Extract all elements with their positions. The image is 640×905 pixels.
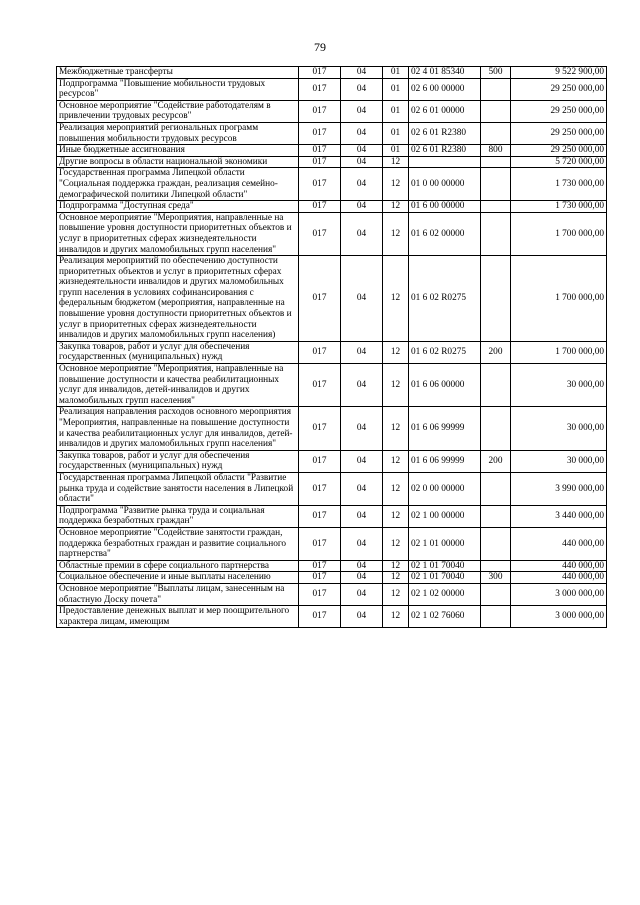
- table-row: [57, 256, 607, 342]
- row-code-cell: 017: [299, 560, 341, 572]
- row-name-cell: Государственная программа Липецкой области "Развитие рынка труда и содействие занятости населения в Липецкой области": [57, 472, 299, 505]
- row-expense-type-cell: [481, 364, 511, 407]
- row-subsection-cell: 01: [383, 100, 409, 122]
- row-target-cell: 01 6 06 99999: [409, 407, 481, 450]
- row-subsection-cell: 12: [383, 341, 409, 363]
- row-amount-cell: 440 000,00: [511, 560, 607, 572]
- table-body: [57, 67, 607, 628]
- table-row: [57, 364, 607, 407]
- table-row: [57, 472, 607, 505]
- table-row: [57, 407, 607, 450]
- row-name-cell: Реализация мероприятий по обеспечению доступности приоритетных объектов и услуг в приоритетных сферах жизнедеятельности инвалидов и других маломобильных групп населения в условиях софинансирования с федеральным бюджетом (мероприятия, направленные на повышение уровня доступности приоритетных объектов и услуг в приоритетных сферах жизнедеятельности инвалидов и других маломобильных групп населения): [57, 256, 299, 342]
- row-expense-type-cell: [481, 527, 511, 560]
- row-section-cell: 04: [341, 256, 383, 342]
- row-amount-cell: 30 000,00: [511, 364, 607, 407]
- row-code-cell: 017: [299, 156, 341, 168]
- row-name-cell: Областные премии в сфере социального партнерства: [57, 560, 299, 572]
- row-expense-type-cell: 500: [481, 67, 511, 79]
- row-amount-cell: 3 440 000,00: [511, 505, 607, 527]
- row-amount-cell: 440 000,00: [511, 572, 607, 584]
- row-expense-type-cell: [481, 583, 511, 605]
- row-name-cell: Подпрограмма "Доступная среда": [57, 201, 299, 213]
- row-subsection-cell: 12: [383, 606, 409, 628]
- row-target-cell: 01 6 06 99999: [409, 450, 481, 472]
- row-subsection-cell: 12: [383, 168, 409, 201]
- row-section-cell: 04: [341, 67, 383, 79]
- row-name-cell: Межбюджетные трансферты: [57, 67, 299, 79]
- row-subsection-cell: 12: [383, 364, 409, 407]
- row-name-cell: Предоставление денежных выплат и мер поощрительного характера лицам, имеющим: [57, 606, 299, 628]
- row-section-cell: 04: [341, 341, 383, 363]
- row-section-cell: 04: [341, 560, 383, 572]
- table-row: [57, 145, 607, 157]
- row-target-cell: 02 6 00 00000: [409, 78, 481, 100]
- row-target-cell: 02 6 01 00000: [409, 100, 481, 122]
- row-name-cell: Подпрограмма "Развитие рынка труда и социальная поддержка безработных граждан": [57, 505, 299, 527]
- row-expense-type-cell: [481, 505, 511, 527]
- row-target-cell: 02 6 01 R2380: [409, 145, 481, 157]
- row-amount-cell: 9 522 900,00: [511, 67, 607, 79]
- row-subsection-cell: 01: [383, 145, 409, 157]
- row-name-cell: Основное мероприятие "Содействие работодателям в привлечении трудовых ресурсов": [57, 100, 299, 122]
- row-target-cell: 02 6 01 R2380: [409, 122, 481, 144]
- row-amount-cell: 29 250 000,00: [511, 100, 607, 122]
- table-row: [57, 100, 607, 122]
- row-expense-type-cell: [481, 606, 511, 628]
- row-code-cell: 017: [299, 201, 341, 213]
- table-row: [57, 122, 607, 144]
- table-row: [57, 168, 607, 201]
- row-section-cell: 04: [341, 212, 383, 255]
- row-expense-type-cell: 300: [481, 572, 511, 584]
- row-section-cell: 04: [341, 407, 383, 450]
- row-code-cell: 017: [299, 100, 341, 122]
- row-expense-type-cell: [481, 100, 511, 122]
- table-row: [57, 505, 607, 527]
- table-row: [57, 156, 607, 168]
- row-amount-cell: 30 000,00: [511, 407, 607, 450]
- row-code-cell: 017: [299, 407, 341, 450]
- row-expense-type-cell: 800: [481, 145, 511, 157]
- row-amount-cell: 440 000,00: [511, 527, 607, 560]
- row-name-cell: Реализация направления расходов основного мероприятия "Мероприятия, направленные на повышение доступности и качества реабилитационных услуг для инвалидов, детей-инвалидов и других маломобильных групп населения": [57, 407, 299, 450]
- row-target-cell: 01 6 02 00000: [409, 212, 481, 255]
- row-section-cell: 04: [341, 122, 383, 144]
- row-amount-cell: 1 730 000,00: [511, 168, 607, 201]
- row-amount-cell: 29 250 000,00: [511, 122, 607, 144]
- row-code-cell: 017: [299, 583, 341, 605]
- table-row: [57, 201, 607, 213]
- row-target-cell: 02 1 01 70040: [409, 560, 481, 572]
- row-subsection-cell: 12: [383, 156, 409, 168]
- row-expense-type-cell: [481, 78, 511, 100]
- row-code-cell: 017: [299, 472, 341, 505]
- row-section-cell: 04: [341, 606, 383, 628]
- row-code-cell: 017: [299, 527, 341, 560]
- table-row: [57, 583, 607, 605]
- row-code-cell: 017: [299, 505, 341, 527]
- row-target-cell: [409, 156, 481, 168]
- row-name-cell: Закупка товаров, работ и услуг для обеспечения государственных (муниципальных) нужд: [57, 341, 299, 363]
- row-section-cell: 04: [341, 572, 383, 584]
- row-target-cell: 02 1 02 00000: [409, 583, 481, 605]
- row-subsection-cell: 12: [383, 201, 409, 213]
- row-target-cell: 01 6 02 R0275: [409, 341, 481, 363]
- row-expense-type-cell: [481, 201, 511, 213]
- row-target-cell: 02 0 00 00000: [409, 472, 481, 505]
- row-code-cell: 017: [299, 256, 341, 342]
- row-subsection-cell: 12: [383, 527, 409, 560]
- table-row: [57, 78, 607, 100]
- row-subsection-cell: 12: [383, 407, 409, 450]
- row-section-cell: 04: [341, 583, 383, 605]
- row-expense-type-cell: [481, 472, 511, 505]
- row-amount-cell: 3 000 000,00: [511, 583, 607, 605]
- row-amount-cell: 3 000 000,00: [511, 606, 607, 628]
- row-code-cell: 017: [299, 212, 341, 255]
- table-row: [57, 341, 607, 363]
- row-target-cell: 02 1 01 00000: [409, 527, 481, 560]
- row-amount-cell: 29 250 000,00: [511, 78, 607, 100]
- row-name-cell: Другие вопросы в области национальной экономики: [57, 156, 299, 168]
- row-expense-type-cell: [481, 156, 511, 168]
- row-section-cell: 04: [341, 145, 383, 157]
- row-expense-type-cell: [481, 122, 511, 144]
- row-name-cell: Подпрограмма "Повышение мобильности трудовых ресурсов": [57, 78, 299, 100]
- table-row: [57, 67, 607, 79]
- row-amount-cell: 1 700 000,00: [511, 256, 607, 342]
- table-row: [57, 606, 607, 628]
- row-section-cell: 04: [341, 364, 383, 407]
- row-expense-type-cell: [481, 168, 511, 201]
- table-row: [57, 450, 607, 472]
- row-amount-cell: 1 700 000,00: [511, 341, 607, 363]
- row-name-cell: Иные бюджетные ассигнования: [57, 145, 299, 157]
- row-expense-type-cell: [481, 256, 511, 342]
- row-target-cell: 02 1 00 00000: [409, 505, 481, 527]
- row-code-cell: 017: [299, 168, 341, 201]
- row-amount-cell: 1 730 000,00: [511, 201, 607, 213]
- row-amount-cell: 30 000,00: [511, 450, 607, 472]
- row-subsection-cell: 12: [383, 583, 409, 605]
- row-subsection-cell: 01: [383, 78, 409, 100]
- row-section-cell: 04: [341, 472, 383, 505]
- row-section-cell: 04: [341, 201, 383, 213]
- row-expense-type-cell: [481, 407, 511, 450]
- row-expense-type-cell: 200: [481, 341, 511, 363]
- row-target-cell: 02 1 02 76060: [409, 606, 481, 628]
- row-amount-cell: 5 720 000,00: [511, 156, 607, 168]
- row-subsection-cell: 12: [383, 572, 409, 584]
- row-section-cell: 04: [341, 505, 383, 527]
- row-amount-cell: 1 700 000,00: [511, 212, 607, 255]
- row-subsection-cell: 12: [383, 450, 409, 472]
- table-row: [57, 527, 607, 560]
- row-subsection-cell: 12: [383, 212, 409, 255]
- row-name-cell: Государственная программа Липецкой области "Социальная поддержка граждан, реализация семейно-демографической политики Липецкой области": [57, 168, 299, 201]
- row-section-cell: 04: [341, 156, 383, 168]
- row-target-cell: 01 6 06 00000: [409, 364, 481, 407]
- row-section-cell: 04: [341, 450, 383, 472]
- table-row: [57, 212, 607, 255]
- table-row: [57, 560, 607, 572]
- row-name-cell: Основное мероприятие "Мероприятия, направленные на повышение доступности и качества реабилитационных услуг для инвалидов, детей-инвалидов и других маломобильных групп населения": [57, 364, 299, 407]
- row-expense-type-cell: [481, 560, 511, 572]
- row-section-cell: 04: [341, 100, 383, 122]
- row-subsection-cell: 01: [383, 122, 409, 144]
- row-code-cell: 017: [299, 145, 341, 157]
- row-subsection-cell: 12: [383, 472, 409, 505]
- row-subsection-cell: 12: [383, 256, 409, 342]
- row-section-cell: 04: [341, 527, 383, 560]
- row-code-cell: 017: [299, 364, 341, 407]
- row-expense-type-cell: 200: [481, 450, 511, 472]
- row-target-cell: 02 1 01 70040: [409, 572, 481, 584]
- row-name-cell: Основное мероприятие "Содействие занятости граждан, поддержка безработных граждан и развитие социального партнерства": [57, 527, 299, 560]
- row-expense-type-cell: [481, 212, 511, 255]
- row-target-cell: 01 6 00 00000: [409, 201, 481, 213]
- row-code-cell: 017: [299, 606, 341, 628]
- row-code-cell: 017: [299, 122, 341, 144]
- table-row: [57, 572, 607, 584]
- row-subsection-cell: 01: [383, 67, 409, 79]
- row-name-cell: Реализация мероприятий региональных программ повышения мобильности трудовых ресурсов: [57, 122, 299, 144]
- row-target-cell: 01 0 00 00000: [409, 168, 481, 201]
- row-code-cell: 017: [299, 450, 341, 472]
- budget-table: [56, 66, 607, 628]
- page-number: 79: [314, 40, 326, 54]
- row-code-cell: 017: [299, 341, 341, 363]
- row-target-cell: 01 6 02 R0275: [409, 256, 481, 342]
- row-name-cell: Основное мероприятие "Мероприятия, направленные на повышение уровня доступности приоритетных объектов и услуг в приоритетных сферах жизнедеятельности инвалидов и других маломобильных групп населения": [57, 212, 299, 255]
- row-name-cell: Основное мероприятие "Выплаты лицам, занесенным на областную Доску почета": [57, 583, 299, 605]
- row-target-cell: 02 4 01 85340: [409, 67, 481, 79]
- row-section-cell: 04: [341, 78, 383, 100]
- row-subsection-cell: 12: [383, 560, 409, 572]
- row-amount-cell: 3 990 000,00: [511, 472, 607, 505]
- row-code-cell: 017: [299, 67, 341, 79]
- row-name-cell: Закупка товаров, работ и услуг для обеспечения государственных (муниципальных) нужд: [57, 450, 299, 472]
- row-code-cell: 017: [299, 572, 341, 584]
- row-amount-cell: 29 250 000,00: [511, 145, 607, 157]
- row-subsection-cell: 12: [383, 505, 409, 527]
- row-code-cell: 017: [299, 78, 341, 100]
- row-name-cell: Социальное обеспечение и иные выплаты населению: [57, 572, 299, 584]
- row-section-cell: 04: [341, 168, 383, 201]
